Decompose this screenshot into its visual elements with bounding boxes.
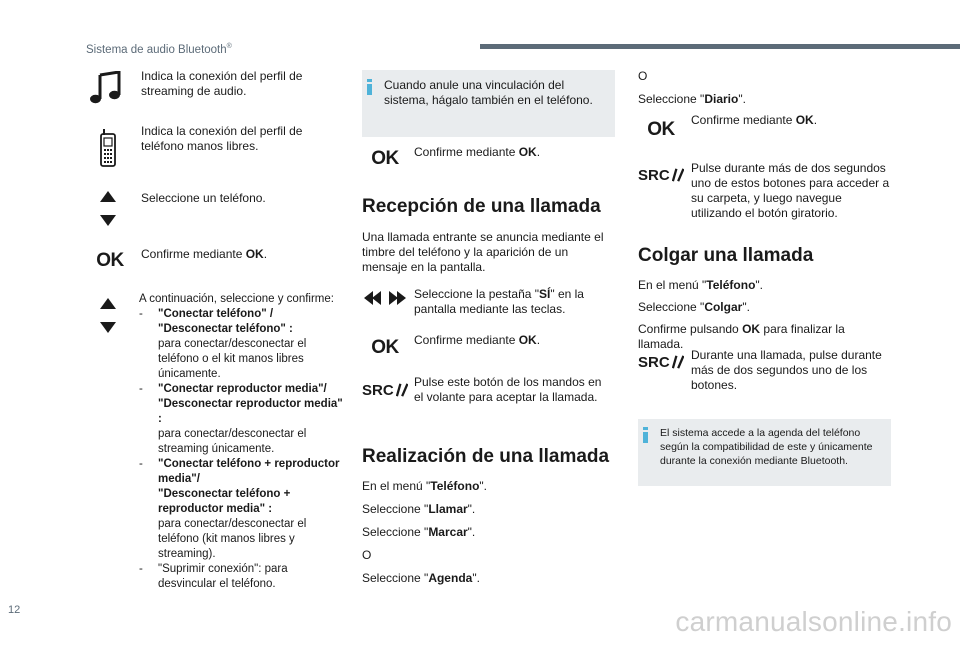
heading-receive-call: Recepción de una llamada xyxy=(362,196,601,217)
list-item: - "Conectar teléfono + reproductor media"/ "Desconectar teléfono + reproductor media" : para conectar/desconectar el teléfono (kit manos libres y streaming). xyxy=(139,458,340,560)
music-note-icon xyxy=(88,70,124,106)
confirm-hangup-text: Confirme pulsando OK para finalizar la llamada. xyxy=(638,322,845,351)
handsfree-profile-text: Indica la conexión del perfil de teléfono manos libres. xyxy=(141,124,303,153)
or-text: O xyxy=(362,548,372,562)
list-item: - "Conectar reproductor media"/ "Desconectar reproductor media" : para conectar/desconectar el streaming únicamente. xyxy=(139,383,343,455)
menu-telefono-text: En el menú "Teléfono". xyxy=(362,479,487,493)
menu-telefono-text: En el menú "Teléfono". xyxy=(638,278,763,292)
receive-intro-text: Una llamada entrante se anuncia mediante el timbre del teléfono y la aparición de un mensaje en la pantalla. xyxy=(362,230,604,274)
src-steering-button-icon: SRC xyxy=(638,353,684,371)
select-agenda-text: Seleccione "Agenda". xyxy=(362,571,480,585)
ok-button-icon: OK xyxy=(96,249,124,271)
up-down-arrows-icon-2 xyxy=(98,298,118,334)
phone-handset-icon xyxy=(97,129,119,167)
list-item: - "Suprimir conexión": para desvincular el teléfono. xyxy=(139,563,288,590)
page-number: 12 xyxy=(8,604,21,616)
streaming-profile-text: Indica la conexión del perfil de streaming de audio. xyxy=(141,69,303,98)
heading-make-call: Realización de una llamada xyxy=(362,446,610,467)
info-icon xyxy=(643,427,648,443)
select-tab-text: Seleccione la pestaña "SÍ" en la pantalla mediante las teclas. xyxy=(414,287,584,316)
info-note-unpair: Cuando anule una vinculación del sistema, hágalo también en el teléfono. xyxy=(362,70,615,137)
select-marcar-text: Seleccione "Marcar". xyxy=(362,525,476,539)
menu-intro: A continuación, seleccione y confirme: xyxy=(139,293,334,305)
info-icon xyxy=(367,79,372,95)
src-hold-text: Pulse durante más de dos segundos uno de estos botones para acceder a su carpeta, y luego navegue utilizando el botón giratorio. xyxy=(691,161,890,220)
select-llamar-text: Seleccione "Llamar". xyxy=(362,502,476,516)
left-right-arrows-icon xyxy=(364,291,406,305)
ok-button-icon: OK xyxy=(647,118,675,140)
connection-menu-list xyxy=(139,292,349,592)
list-item: - "Conectar teléfono" / "Desconectar teléfono" : para conectar/desconectar el teléfono o el kit manos libres únicamente. xyxy=(139,308,307,380)
or-text: O xyxy=(638,69,648,83)
src-accept-text: Pulse este botón de los mandos en el volante para aceptar la llamada. xyxy=(414,375,602,404)
src-steering-button-icon: SRC xyxy=(638,166,684,184)
heading-hangup-call: Colgar una llamada xyxy=(638,245,814,266)
confirm-ok-text: Confirme mediante OK. xyxy=(141,247,268,261)
info-note-agenda: El sistema accede a la agenda del teléfono según la compatibilidad de este y únicamente durante la conexión mediante Bluetooth. xyxy=(638,419,891,486)
select-colgar-text: Seleccione "Colgar". xyxy=(638,300,750,314)
up-down-arrows-icon xyxy=(98,191,118,227)
src-during-text: Durante una llamada, pulse durante más de dos segundos uno de los botones. xyxy=(691,348,882,392)
select-phone-text: Seleccione un teléfono. xyxy=(141,191,266,205)
ok-button-icon: OK xyxy=(371,147,399,169)
watermark: carmanualsonline.info xyxy=(675,606,952,637)
src-steering-button-icon: SRC xyxy=(362,381,408,399)
header-bar xyxy=(480,44,960,49)
confirm-ok-text: Confirme mediante OK. xyxy=(414,145,541,159)
ok-button-icon: OK xyxy=(371,336,399,358)
confirm-ok-text: Confirme mediante OK. xyxy=(691,113,818,127)
page-header-title: Sistema de audio Bluetooth® xyxy=(86,43,232,56)
confirm-ok-text: Confirme mediante OK. xyxy=(414,333,541,347)
select-diario-text: Seleccione "Diario". xyxy=(638,92,746,106)
